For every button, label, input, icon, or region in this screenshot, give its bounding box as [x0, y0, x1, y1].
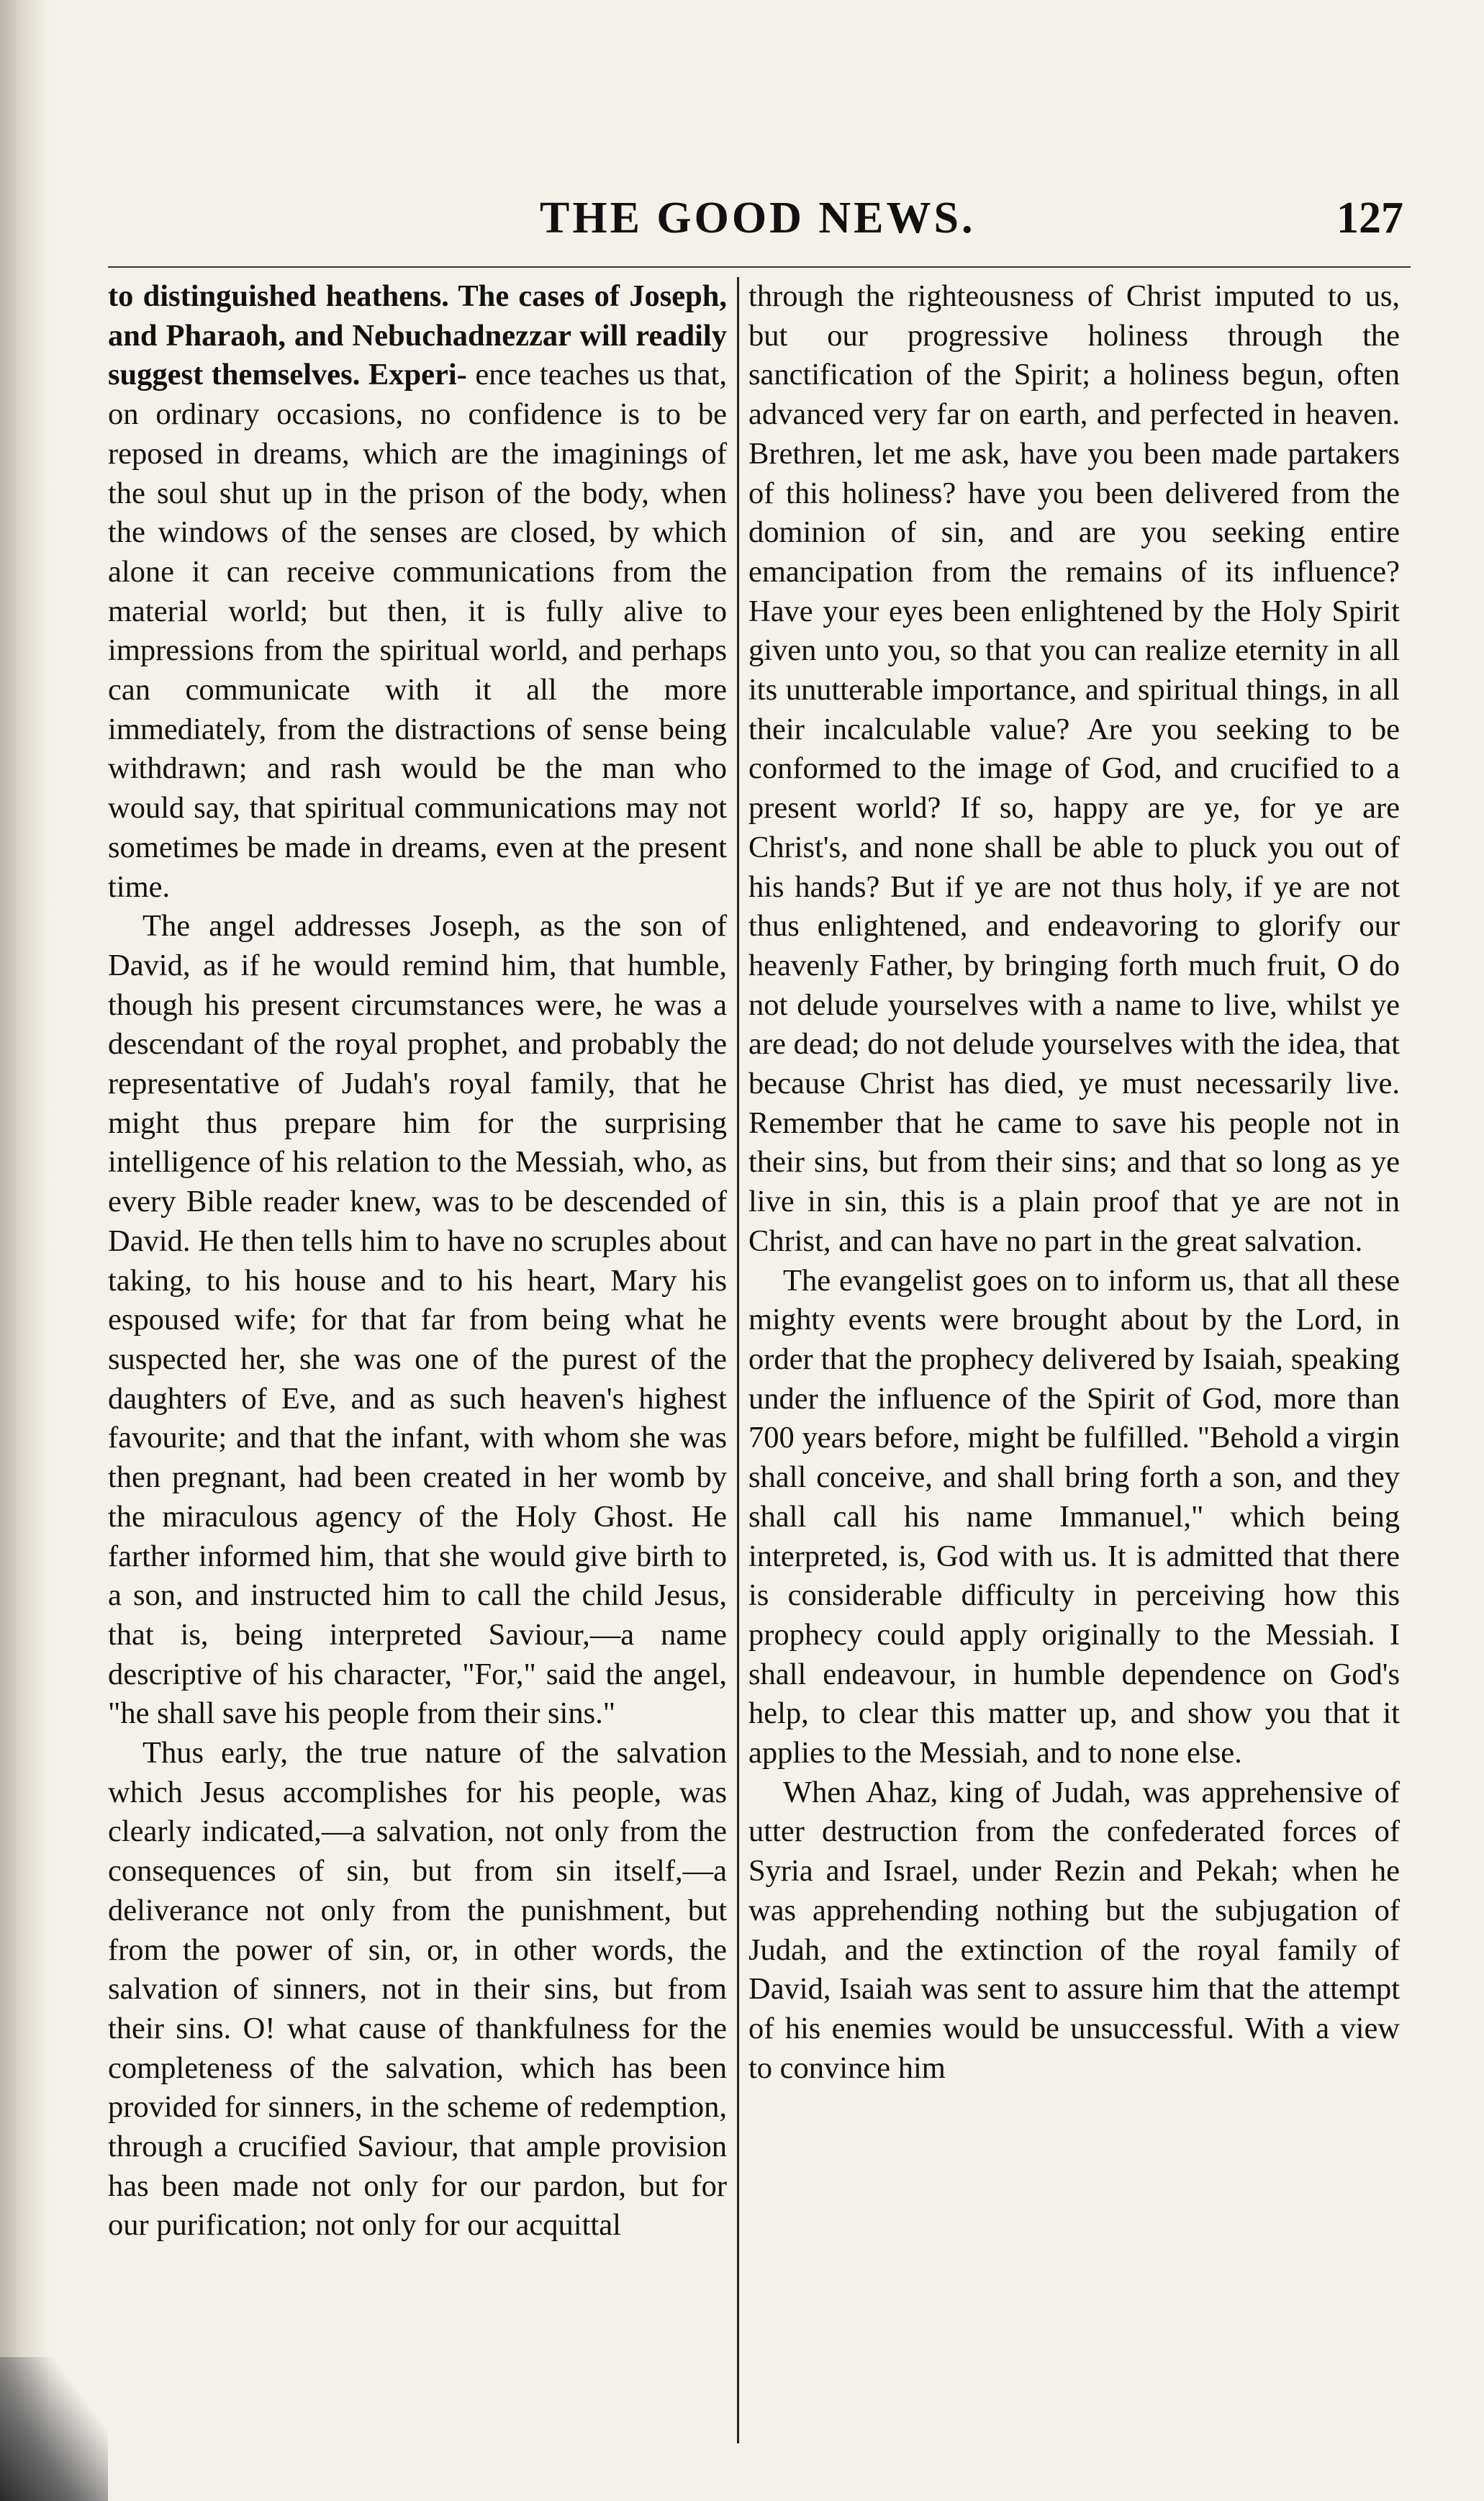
page-number: 127 [1336, 194, 1403, 243]
left-paragraph-2: The angel addresses Joseph, as the son of David, as if he would remind him, that humble, though his present circumstances were, he was a descendant of the royal prophet, and probably the representative of Judah's royal family, that he might thus prepare him for the surprising intelligence of his relation to the Messiah, who, as every Bible reader knew, was to be descended of David. He then tells him to have no scruples about taking, to his house and to his heart, Mary his espoused wife; for that far from being what he suspected her, she was one of the purest of the daughters of Eve, and as such heaven's highest favourite; and that the infant, with whom she was then pregnant, had been created in her womb by the miraculous agency of the Holy Ghost. He farther informed him, that she would give birth to a son, and instructed him to call the child Jesus, that is, being interpreted Saviour,—a name descriptive of his character, "For," said the angel, "he shall save his people from their sins." [108, 909, 727, 1731]
column-divider [737, 277, 739, 2443]
header-rule [108, 266, 1411, 268]
page-corner-shadow [0, 2357, 108, 2501]
right-paragraph-2: The evangelist goes on to inform us, that all these mighty events were brought about by the Lord, in order that the prophecy delivered by Isaiah, speaking under the influence of the Spirit of God, more than 700 years before, might be fulfilled. "Behold a virgin shall conceive, and shall bring forth a son, and they shall call his name Immanuel," which being interpreted, is, God with us. It is admitted that there is considerable difficulty in perceiving how this prophecy could apply originally to the Messiah. I shall endeavour, in humble dependence on God's help, to clear this matter up, and show you that it applies to the Messiah, and to none else. [748, 1263, 1400, 1770]
left-paragraph-1 [108, 277, 727, 907]
running-title: THE GOOD NEWS. [540, 194, 976, 243]
left-column [108, 277, 727, 2246]
left-paragraph-1-bold-opening: to distinguished heathens. The cases of Joseph, and Pharaoh, and Nebuchadnezzar will readily suggest themselves. Experi- [108, 279, 727, 392]
left-paragraph-1-text: ence teaches us that, on ordinary occasions, no confidence is to be reposed in dreams, which are the imaginings of the soul shut up in the prison of the body, when the windows of the senses are closed, by which alone it can receive communications from the material world; but then, it is fully alive to impressions from the spiritual world, and perhaps can communicate with it all the more immediately, from the distractions of sense being withdrawn; and rash would be the man who would say, that spiritual communications may not sometimes be made in dreams, even at the present time. [108, 358, 727, 904]
right-column [748, 277, 1400, 2088]
right-paragraph-3: When Ahaz, king of Judah, was apprehensive of utter destruction from the confederated forces of Syria and Israel, under Rezin and Pekah; when he was apprehending nothing but the subjugation of Judah, and the extinction of the royal family of David, Isaiah was sent to assure him that the attempt of his enemies would be unsuccessful. With a view to convince him [748, 1775, 1400, 2085]
page-header [108, 180, 1411, 259]
left-paragraph-3: Thus early, the true nature of the salvation which Jesus accomplishes for his people, was clearly indicated,—a salvation, not only from the consequences of sin, but from sin itself,—a deliverance not only from the punishment, but from the power of sin, or, in other words, the salvation of sinners, not in their sins, but from their sins. O! what cause of thankfulness for the completeness of the salvation, which has been provided for sinners, in the scheme of redemption, through a crucified Saviour, that ample provision has been made not only for our pardon, but for our purification; not only for our acquittal [108, 1736, 727, 2243]
page-binding-shadow [0, 0, 50, 2501]
right-paragraph-1: through the righteousness of Christ imputed to us, but our progressive holiness through the sanctification of the Spirit; a holiness begun, often advanced very far on earth, and perfected in heaven. Brethren, let me ask, have you been made partakers of this holiness? have you been delivered from the dominion of sin, and are you seeking entire emancipation from the remains of its influence? Have your eyes been enlightened by the Holy Spirit given unto you, so that you can realize eternity in all its unutterable importance, and spiritual things, in all their incalculable value? Are you seeking to be conformed to the image of God, and crucified to a present world? If so, happy are ye, for ye are Christ's, and none shall be able to pluck you out of his hands? But if ye are not thus holy, if ye are not thus enlightened, and endeavoring to glorify our heavenly Father, by bringing forth much fruit, O do not delude yourselves with a name to live, whilst ye are dead; do not delude yourselves with the idea, that because Christ has died, ye must necessarily live. Remember that he came to save his people not in their sins, but from their sins; and that so long as ye live in sin, this is a plain proof that ye are not in Christ, and can have no part in the great salvation. [748, 279, 1400, 1258]
